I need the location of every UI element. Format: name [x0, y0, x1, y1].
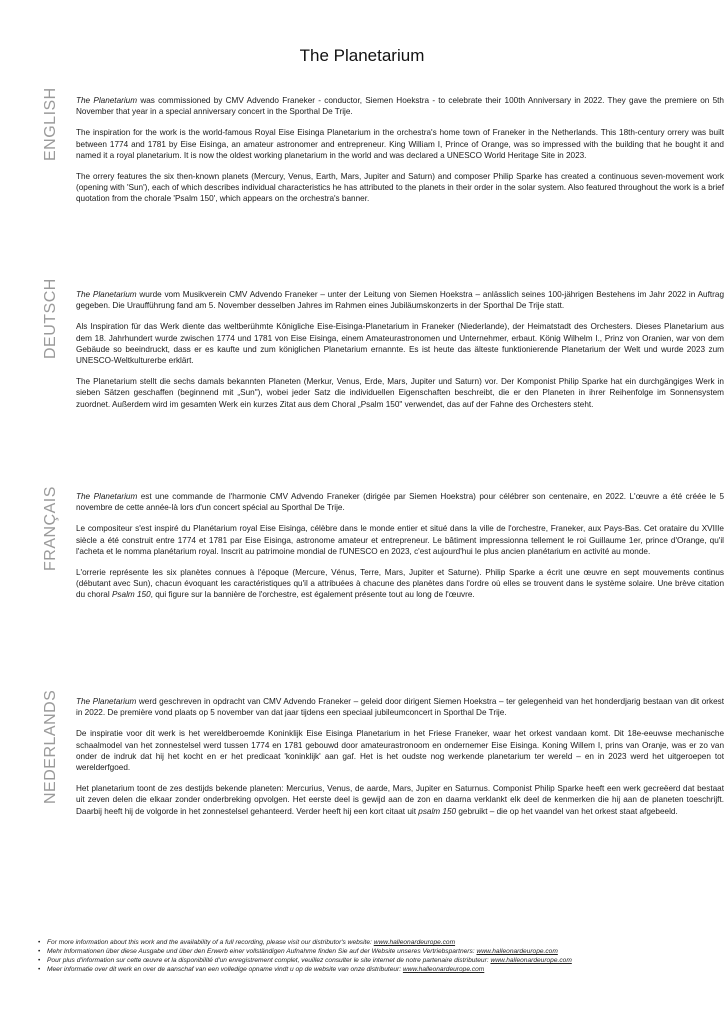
footer-note: • For more information about this work and the availability of a full recording, please visit our distributor's website: www.halleonardeurope.com — [38, 938, 688, 947]
distributor-link[interactable]: www.halleonardeurope.com — [476, 948, 558, 955]
paragraph: The Planetarium was commissioned by CMV Advendo Franeker - conductor, Siemen Hoekstra - to celebrate their 100th Anniversary in 2022. They gave the premiere on 5th November that year in a special anniversary concert in the Sporthal De Trije. — [76, 96, 724, 117]
paragraph: The Planetarium stellt die sechs damals bekannten Planeten (Merkur, Venus, Erde, Mars, Jupiter und Saturn) vor. Der Komponist Philip Sparke hat ein durchgängiges Werk in sieben Sätzen geschaffen (beginnend mit „Sun"), wobei jeder Satz die individuellen Eigenschaften beschreibt, die er den Planeten in ihrer Reihenfolge im Sonnensystem zuordnet. Außerdem wird im gesamten Werk ein kurzes Zitat aus dem Choral „Psalm 150" verwendet, das auf der Fahne des Orchesters steht. — [76, 377, 724, 409]
paragraph: Als Inspiration für das Werk diente das weltberühmte Königliche Eise-Eisinga-Planetarium in Franeker (Niederlande), der Heimatstadt des Orchesters. Dieses Planetarium aus dem 18. Jahrhundert wurde zwischen 1774 und 1781 von Eise Eisinga, einem Amateurastronomen und Unternehmer, erbaut. König Wilhelm I., Prinz von Oranien, war von dem Gebäude so beeindruckt, dass er es kaufte und zum königlichen Planetarium ernannte. Es ist heute das älteste funktionierende Planetarium der Welt und wurde 2023 zum UNESCO-Weltkulturerbe erklärt. — [76, 322, 724, 366]
footer-note: • Mehr Informationen über diese Ausgabe und über den Erwerb einer vollständigen Aufnahme finden Sie auf der Website unseres Vertriebspartners: www.halleonardeurope.com — [38, 947, 688, 956]
distributor-link[interactable]: www.halleonardeurope.com — [490, 957, 572, 964]
paragraph: The Planetarium wurde vom Musikverein CMV Advendo Franeker – unter der Leitung von Siemen Hoekstra – anlässlich seines 100-jährigen Bestehens im Jahr 2022 in Auftrag gegeben. Die Uraufführung fand am 5. November desselben Jahres im Rahmen eines Jubiläumskonzerts in der Sporthal De Trije statt. — [76, 290, 724, 311]
distributor-link[interactable]: www.halleonardeurope.com — [402, 966, 485, 973]
paragraph: The Planetarium werd geschreven in opdracht van CMV Advendo Franeker – geleid door dirigent Siemen Hoekstra – ter gelegenheid van het honderdjarig bestaan van dit orkest in 2022. De première vond plaats op 5 november van dat jaar tijdens een speciaal jubileumconcert in Sporthal De Trije. — [76, 697, 724, 718]
section-body — [76, 696, 724, 827]
page-title: The Planetarium — [299, 46, 425, 65]
paragraph: Le compositeur s'est inspiré du Planétarium royal Eise Eisinga, célèbre dans le monde entier et situé dans la ville de l'orchestre, Franeker, aux Pays-Bas. Cet orataire du XVIIIe siècle a été construit entre 1774 et 1781 par Eise Eisinga, astronome amateur et entrepreneur. Le bâtiment impressionna tellement le roi Guillaume 1er, prince d'Orange, qu'il l'acheta et le nomma planétarium royal. Inscrit au patrimoine mondial de l'UNESCO en 2023, c'est aujourd'hui le plus ancien planétarium en activité au monde. — [76, 524, 724, 556]
paragraph: L'orrerie représente les six planètes connues à l'époque (Mercure, Vénus, Terre, Mars, Jupiter et Saturne). Philip Sparke a écrit une œuvre en sept mouvements continus (débutant avec Sun), chacun évoquant les caractéristiques qu'il a attribuées à chacune des planètes dans l'ordre où elles se trouvent dans le système solaire. Une brève citation du choral Psalm 150, qui figure sur la bannière de l'orchestre, est également présente tout au long de l'œuvre. — [76, 568, 724, 600]
section-body — [76, 95, 724, 215]
footer-note: • Meer informatie over dit werk en over de aanschaf van een volledige opname vindt u op de website van onze distributeur: www.halleonardeurope.com — [38, 965, 688, 974]
footer-notes — [38, 938, 688, 974]
paragraph: De inspiratie voor dit werk is het wereldberoemde Koninklijk Eise Eisinga Planetarium in het Friese Franeker, waar het orkest vandaan komt. Dit 18e-eeuwse mechanische schaalmodel van het zonnestelsel werd tussen 1774 en 1781 gebouwd door amateurastronoom en ondernemer Eise Eisinga. Koning Willem I, prins van Oranje, was er zo van onder de indruk dat hij het kocht en er het predicaat 'koninklijk' aan gaf. Het is het oudste nog werkende planetarium ter wereld – en in 2023 werd het uitgeroepen tot werelderfgoed. — [76, 729, 724, 773]
section-body — [76, 491, 724, 611]
language-label: FRANÇAIS — [42, 486, 59, 571]
paragraph: The orrery features the six then-known planets (Mercury, Venus, Earth, Mars, Jupiter and Saturn) and composer Philip Sparke has created a continuous seven-movement work (opening with 'Sun'), each of which describes individual characteristics he has attributed to the planets in their order in the solar system. Also featured throughout the work is a brief quotation from the chorale 'Psalm 150', which appears on the orchestra's banner. — [76, 172, 724, 204]
footer-note: • Pour plus d'information sur cette œuvre et la disponibilité d'un enregistrement complet, veuillez consulter le site internet de notre partenaire distributeur: www.halleonardeurope.com — [38, 956, 688, 965]
paragraph: Het planetarium toont de zes destijds bekende planeten: Mercurius, Venus, de aarde, Mars, Jupiter en Saturnus. Componist Philip Sparke heeft een werk gecreëerd dat bestaat uit zeven delen die elkaar zonder onderbreking opvolgen. Het eerste deel is gewijd aan de zon en daarna verklankt elk deel de kenmerken die hij aan de planeten toeschrijft. Daarbij heeft hij de volgorde in het zonnestelsel gehanteerd. Verder heeft hij een kort citaat uit psalm 150 gebruikt – die op het vaandel van het orkest staat afgebeeld. — [76, 784, 724, 816]
distributor-link[interactable]: www.halleonardeurope.com — [373, 939, 456, 946]
paragraph: The inspiration for the work is the world-famous Royal Eise Eisinga Planetarium in the orchestra's home town of Franeker in the Netherlands. This 18th-century orrery was built between 1774 and 1781 by Eise Eisinga, an amateur astronomer and entrepreneur. King William I, Prince of Orange, was so impressed with the building that he bought it and named it a royal planetarium. It is now the oldest working planetarium in the world and was declared a UNESCO World Heritage Site in 2023. — [76, 128, 724, 160]
language-label: ENGLISH — [42, 87, 59, 161]
language-label: DEUTSCH — [42, 278, 59, 359]
language-label: NEDERLANDS — [42, 689, 59, 804]
paragraph: The Planetarium est une commande de l'harmonie CMV Advendo Franeker (dirigée par Siemen Hoekstra) pour célébrer son centenaire, en 2022. L'œuvre a été créée le 5 novembre de cette année-là lors d'un concert spécial au Sporthal De Trije. — [76, 492, 724, 513]
section-body — [76, 289, 724, 420]
